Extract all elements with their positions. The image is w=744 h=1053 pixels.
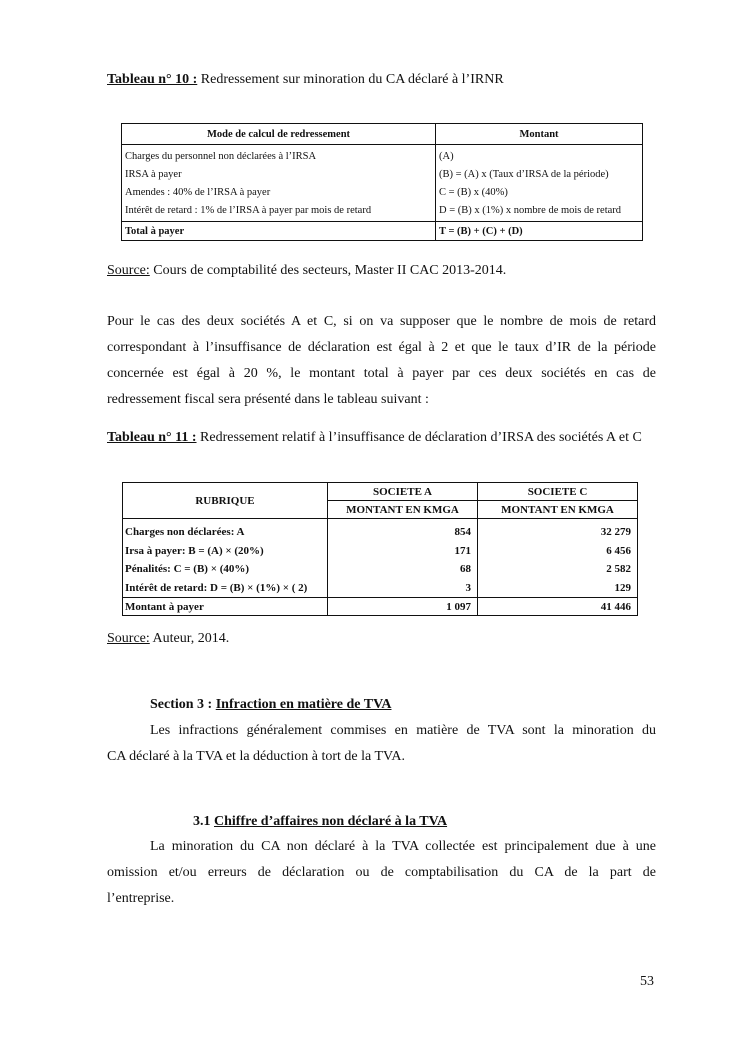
subsection-number: 3.1: [193, 814, 214, 829]
table10-labels-cell: [122, 145, 436, 222]
table11-company-header: SOCIETE A: [328, 483, 478, 501]
paragraph-line: Les infractions généralement commises en matière de TVA sont la minoration du: [150, 723, 656, 738]
paragraph-line: Pour le cas des deux sociétés A et C, si on va supposer que le nombre de mois de retard: [107, 314, 656, 329]
table10: [121, 123, 643, 241]
subsection-title: Chiffre d’affaires non déclaré à la TVA: [214, 814, 448, 829]
table10-body-row: [122, 145, 643, 222]
paragraph-line: CA déclaré à la TVA et la déduction à tort de la TVA.: [107, 749, 405, 764]
table10-cell: C = (B) x (40%): [439, 187, 508, 198]
table10-total-row: [122, 222, 643, 241]
subsection-3-1-paragraph: [107, 834, 656, 912]
table10-source-label: Source:: [107, 263, 150, 278]
table11-header-row: [123, 483, 638, 501]
paragraph-line: omission et/ou erreurs de déclaration ou de comptabilisation du CA de la part de: [107, 865, 656, 880]
table11-total-label: Montant à payer: [123, 598, 328, 616]
table11-source-text: Auteur, 2014.: [149, 631, 230, 646]
table11-labels-cell: [123, 519, 328, 598]
table11-caption-text: Redressement relatif à l’insuffisance de déclaration d’IRSA des sociétés A et C: [196, 430, 642, 445]
section3-heading: [150, 697, 391, 713]
table10-formulas-cell: [436, 145, 643, 222]
table10-caption-label: Tableau n° 10 :: [107, 72, 198, 87]
table11-row-label: Pénalités: C = (B) × (40%): [125, 563, 250, 575]
table10-cell: (B) = (A) x (Taux d’IRSA de la période): [439, 169, 609, 180]
table11-value: 6 456: [606, 544, 631, 557]
table10-cell: Amendes : 40% de l’IRSA à payer: [125, 187, 271, 198]
table11-amount-header: MONTANT EN KMGA: [478, 501, 638, 519]
subsection-3-1-heading: [193, 814, 447, 830]
table11-row-label: Intérêt de retard: D = (B) × (1%) × ( 2): [125, 581, 308, 594]
table10-cell: Charges du personnel non déclarées à l’IRSA: [125, 151, 317, 162]
page-number: 53: [640, 974, 654, 989]
table10-cell: IRSA à payer: [125, 169, 182, 180]
section3-paragraph: [107, 718, 656, 770]
table10-cell: (A): [439, 151, 454, 162]
table11-source: [107, 630, 229, 648]
table11-value: 129: [614, 581, 631, 594]
section3-prefix: Section 3 :: [150, 697, 216, 712]
section3-title: Infraction en matière de TVA: [215, 697, 392, 712]
table11-caption: [107, 429, 642, 447]
table11-total-c: 41 446: [478, 598, 638, 616]
table10-total-label: Total à payer: [122, 222, 436, 241]
table11-total-row: [123, 598, 638, 616]
table11-amount-header: MONTANT EN KMGA: [328, 501, 478, 519]
table10-caption: [107, 71, 504, 89]
table11-body-row: [123, 519, 638, 598]
table10-header-row: [122, 124, 643, 145]
table11-company-header: SOCIETE C: [478, 483, 638, 501]
table11-rubrique-header: RUBRIQUE: [123, 483, 328, 519]
table10-header-cell: Mode de calcul de redressement: [122, 124, 436, 145]
table11-row-label: Charges non déclarées: A: [125, 526, 245, 538]
table10-total-value: T = (B) + (C) + (D): [436, 222, 643, 241]
table11-values-c: [478, 519, 638, 598]
table11-value: 32 279: [600, 526, 631, 538]
table11-total-a: 1 097: [328, 598, 478, 616]
table11-source-label: Source:: [107, 631, 150, 646]
table11-caption-label: Tableau n° 11 :: [107, 430, 197, 445]
table11: [122, 482, 638, 616]
paragraph-line: redressement fiscal sera présenté dans le tableau suivant :: [107, 392, 429, 407]
paragraph-line: concernée est égal à 20 %, le montant total à payer par ces deux sociétés en cas de: [107, 366, 656, 381]
table11-value: 171: [454, 544, 471, 557]
table10-cell: Intérêt de retard : 1% de l’IRSA à payer par mois de retard: [125, 205, 372, 216]
table10-header-cell: Montant: [436, 124, 643, 145]
table11-value: 68: [460, 563, 471, 575]
table11-row-label: Irsa à payer: B = (A) × (20%): [125, 544, 264, 557]
table10-caption-text: Redressement sur minoration du CA déclaré à l’IRNR: [197, 72, 504, 87]
table10-cell: D = (B) x (1%) x nombre de mois de retard: [439, 205, 622, 216]
table11-value: 2 582: [606, 563, 631, 575]
table10-source: [107, 262, 506, 280]
paragraph-line: l’entreprise.: [107, 891, 175, 906]
table11-value: 3: [465, 581, 471, 594]
table11-value: 854: [454, 526, 471, 538]
table10-source-text: Cours de comptabilité des secteurs, Master II CAC 2013-2014.: [149, 263, 507, 278]
paragraph-line: La minoration du CA non déclaré à la TVA collectée est principalement due à une: [150, 839, 656, 854]
table11-values-a: [328, 519, 478, 598]
paragraph-1: [107, 309, 656, 413]
paragraph-line: correspondant à l’insuffisance de déclaration est égal à 2 et que le taux d’IR de la période: [107, 340, 656, 355]
